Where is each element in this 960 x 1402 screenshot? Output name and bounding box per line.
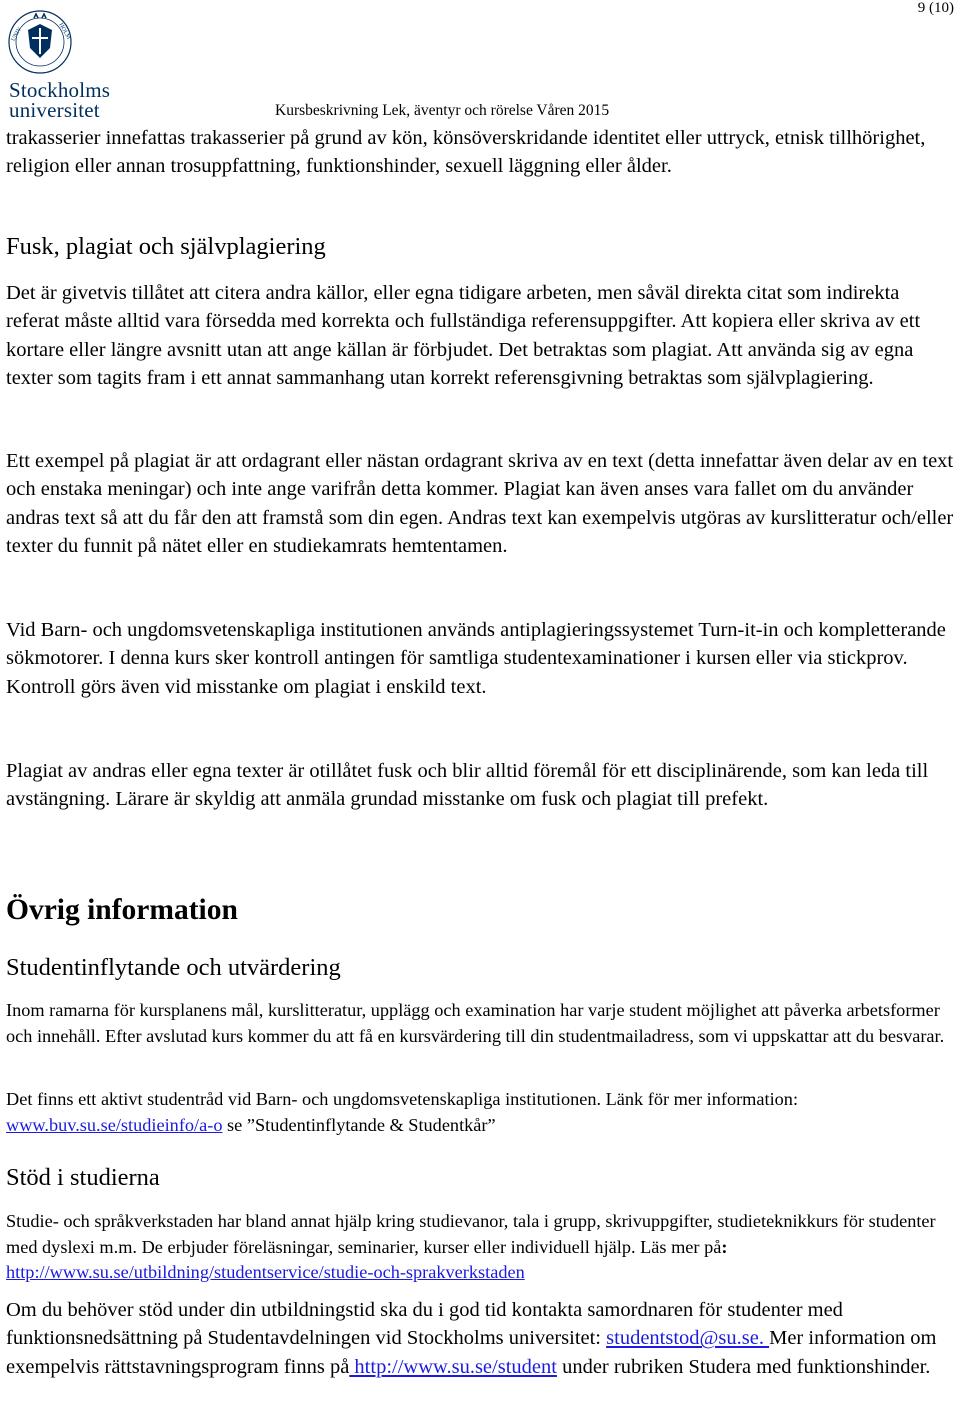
support-text-before: Studie- och språkverkstaden har bland annat hjälp kring studievanor, tala i grupp, skrivuppgifter, studieteknikkurs för studenter med dyslexi m.m. De erbjuder föreläsningar, seminarier, kurser eller individuell hjälp. Läs mer på (6, 1211, 936, 1257)
plagiarism-paragraph-3: Vid Barn- och ungdomsvetenskapliga institutionen används antiplagieringssystemet Turn-it-in och kompletterande sökmotorer. I denna kurs sker kontroll antingen för samtliga studentexaminationer i kursen eller via stickprov. Kontroll görs även vid misstanke om plagiat i enskild text. (6, 619, 946, 698)
support-paragraph-1 (6, 1209, 956, 1286)
support2-text-after: under rubriken Studera med funktionshinder. (556, 1355, 931, 1378)
plagiarism-paragraph-4: Plagiat av andras eller egna texter är otillåtet fusk och blir alltid föremål för ett disciplinärende, som kan leda till avstängning. Lärare är skyldig att anmäla grundad misstanke om fusk och plagiat till prefekt. (6, 760, 929, 811)
plagiarism-paragraph-2: Ett exempel på plagiat är att ordagrant eller nästan ordagrant skriva av en text (detta innefattar även delar av en text och enstaka meningar) och inte ange varifrån detta kommer. Plagiat kan även anses vara fallet om du använder andras text så att du får den att framstå som din egen. Andras text kan exempelvis utgöras av kurslitteratur och/eller texter du funnit på nätet eller en studiekamrats hemtentamen. (6, 450, 954, 557)
svg-text:UNIV: UNIV (10, 26, 24, 43)
student-council-link[interactable]: www.buv.su.se/studieinfo/a-o (6, 1114, 223, 1135)
support2-text-mid: Mer information om exempelvis rättstavningsprogram finns på (6, 1327, 937, 1378)
subheading-study-support: Stöd i studierna (6, 1164, 160, 1191)
section-heading-other-info: Övrig information (6, 894, 238, 926)
support-paragraph-2 (6, 1296, 956, 1381)
influence-paragraph-1: Inom ramarna för kursplanens mål, kurslitteratur, upplägg och examination har varje student möjlighet att påverka arbetsformer och innehåll. Efter avslutad kurs kommer du att få en kursvärdering till din studentmailadress, som vi uppskattar att du besvarar. (6, 1000, 945, 1046)
subheading-student-influence: Studentinflytande och utvärdering (6, 954, 341, 981)
logo-text-line2: universitet (9, 98, 100, 122)
page-number: 9 (10) (917, 0, 954, 16)
university-logo (6, 8, 136, 122)
student-page-link[interactable]: http://www.su.se/student (349, 1355, 557, 1378)
svg-text:HOLM: HOLM (57, 22, 72, 41)
student-support-email-link[interactable]: studentstod@su.se. (606, 1327, 770, 1350)
influence-text-before: Det finns ett aktivt studentråd vid Barn- och ungdomsvetenskapliga institutionen. Länk för mer information: (6, 1089, 799, 1109)
course-header: Kursbeskrivning Lek, äventyr och rörelse Våren 2015 (275, 102, 610, 119)
continuation-paragraph: trakasserier innefattas trakasserier på grund av kön, könsöverskridande identitet eller uttryck, etnisk tillhörighet, religion eller annan trosuppfattning, funktionshinder, sexuell läggning eller ålder. (6, 127, 926, 178)
language-workshop-link[interactable]: http://www.su.se/utbildning/studentservice/studie-och-sprakverkstaden (6, 1262, 525, 1283)
section-heading-plagiarism: Fusk, plagiat och självplagiering (6, 233, 326, 260)
logo-text-line1: Stockholms (9, 78, 111, 102)
support2-text-before: Om du behöver stöd under din utbildningstid ska du i god tid kontakta samordnaren för studenter med funktionsnedsättning på Studentavdelningen vid Stockholms universitet: (6, 1299, 843, 1350)
university-seal-icon (6, 8, 76, 78)
support-colon: : (721, 1236, 728, 1257)
influence-paragraph-2 (6, 1087, 956, 1138)
influence-text-after: se ”Studentinflytande & Studentkår” (222, 1114, 496, 1135)
plagiarism-paragraph-1: Det är givetvis tillåtet att citera andra källor, eller egna tidigare arbeten, men såväl direkta citat som indirekta referat måste alltid vara försedda med korrekta och fullständiga referensuppgifter. Att kopiera eller skriva av ett kortare eller längre avsnitt utan att ange källan är förbjudet. Det betraktas som plagiat. Att använda sig av egna texter som tagits fram i ett annat sammanhang utan korrekt referensgivning betraktas som självplagiering. (6, 282, 921, 389)
